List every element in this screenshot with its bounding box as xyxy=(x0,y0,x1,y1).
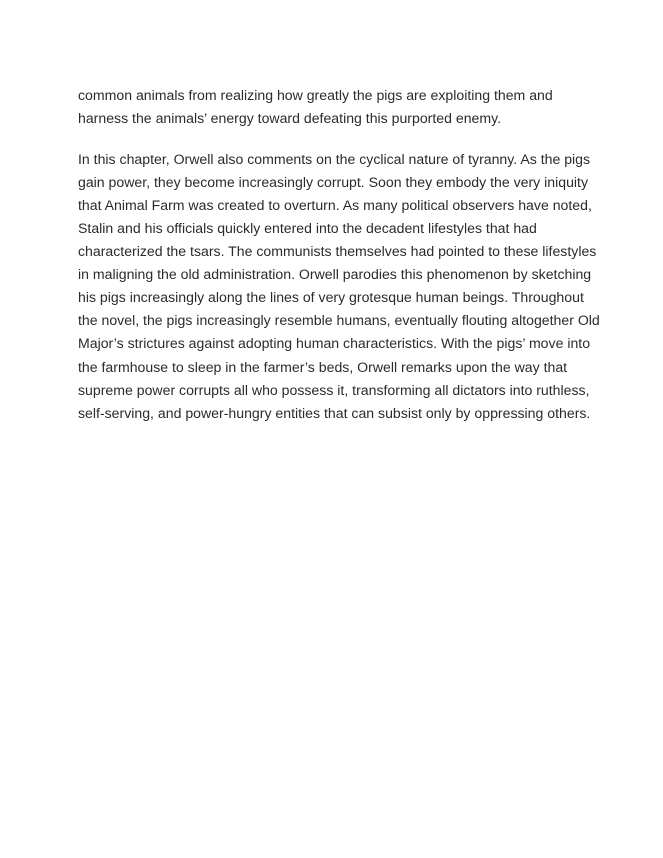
body-text xyxy=(78,84,598,425)
text-line: the novel, the pigs increasingly resemble humans, eventually flouting altogether Old xyxy=(78,312,600,329)
paragraph-1 xyxy=(78,84,598,130)
text-line: self-serving, and power-hungry entities that can subsist only by oppressing others. xyxy=(78,404,591,421)
text-line: his pigs increasingly along the lines of very grotesque human beings. Throughout xyxy=(78,289,584,306)
text-line: Stalin and his officials quickly entered into the decadent lifestyles that had xyxy=(78,220,537,237)
text-line: Major’s strictures against adopting human characteristics. With the pigs’ move into xyxy=(78,335,591,352)
text-line: supreme power corrupts all who possess it, transforming all dictators into ruthless, xyxy=(78,381,590,398)
text-line: harness the animals’ energy toward defeating this purported enemy. xyxy=(78,110,502,127)
text-line: gain power, they become increasingly corrupt. Soon they embody the very iniquity xyxy=(78,174,589,191)
text-line: the farmhouse to sleep in the farmer’s beds, Orwell remarks upon the way that xyxy=(78,358,568,375)
text-line: In this chapter, Orwell also comments on the cyclical nature of tyranny. As the pigs xyxy=(78,151,591,168)
text-line: characterized the tsars. The communists themselves had pointed to these lifestyles xyxy=(78,243,597,260)
paragraph-2 xyxy=(78,148,598,425)
text-line: common animals from realizing how greatly the pigs are exploiting them and xyxy=(78,87,553,103)
text-line: in maligning the old administration. Orwell parodies this phenomenon by sketching xyxy=(78,266,592,283)
text-line: that Animal Farm was created to overturn. As many political observers have noted, xyxy=(78,197,592,214)
